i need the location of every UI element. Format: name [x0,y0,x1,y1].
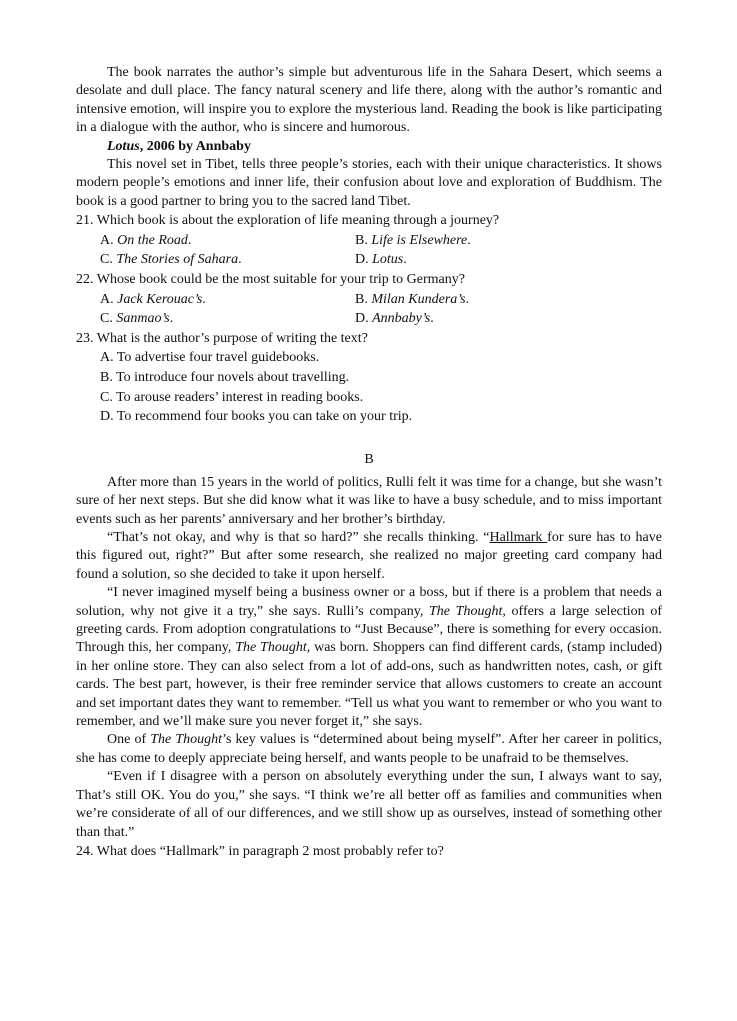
sahara-paragraph: The book narrates the author’s simple but adventurous life in the Sahara Desert, which seems a desolate and dull place. The fancy natural scenery and life there, along with the author’s romantic and intensive emotion, will inspire you to explore the mysterious land. Reading the book is like participating in a dialogue with the author, who is sincere and humorous. [76,65,662,136]
question-21-stem: 21. Which book is about the exploration of life meaning through a journey? [76,213,500,229]
question-21-options [76,231,662,270]
q23-option-c: C. To arouse readers’ interest in reading books. [100,389,364,405]
q23-option-a: A. To advertise four travel guidebooks. [100,350,320,366]
q22-option-a: A. Jack Kerouac’s. [100,291,206,307]
lotus-title: Lotus [107,138,140,154]
company-name: The Thought [429,603,503,619]
q21-option-b: B. Life is Elsewhere. [355,232,471,248]
q21-option-c: C. The Stories of Sahara. [100,252,242,268]
q22-option-b: B. Milan Kundera’s. [355,291,470,307]
q23-option-d: D. To recommend four books you can take on your trip. [100,409,413,425]
lotus-paragraph: This novel set in Tibet, tells three people’s stories, each with their unique characteristics. It shows modern people’s emotions and inner life, their confusion about love and exploration of Buddhism. The book is a good partner to bring you to the sacred land Tibet. [76,157,662,209]
q21-option-d: D. Lotus. [355,252,407,268]
passage-b-paragraph-1: After more than 15 years in the world of politics, Rulli felt it was time for a change, but she wasn’t sure of her next steps. But she did know what it was like to have a busy schedule, and to miss important events such as her parents’ anniversary and her brother’s birthday. [76,474,662,527]
q22-option-d: D. Annbaby’s. [355,311,434,327]
q23-option-b: B. To introduce four novels about travelling. [100,370,350,385]
passage-b-paragraph-5: “Even if I disagree with a person on absolutely everything under the sun, I always want to say, That’s still OK. You do you,” she says. “I think we’re all better off as families and communities when we’re considerate of all of our differences, and we still show up as ourselves, instead of something other than that.” [76,769,662,840]
lotus-heading-rest: , 2006 by Annbaby [139,138,251,154]
question-23-stem: 23. What is the author’s purpose of writing the text? [76,330,368,346]
lotus-heading [76,138,662,156]
q21-option-a: A. On the Road. [100,232,192,248]
passage-b-paragraph-2: “That’s not okay, and why is that so hard?” she recalls thinking. “Hallmark for sure has to have this figured out, right?” But after some research, she realized no major greeting card company had found a solution, so she decided to take it upon herself. [76,530,662,582]
document-page [76,64,662,862]
question-22-stem: 22. Whose book could be the most suitable for your trip to Germany? [76,272,465,288]
hallmark-underlined: Hallmark [489,530,548,545]
section-b-label: B [364,451,374,467]
passage-b-paragraph-3: “I never imagined myself being a business owner or a boss, but if there is a problem that needs a solution, why not give it a try,” she says. Rulli’s company, The Thought, offers a large selection of greeting cards. From adoption congratulations to “Just Because”, there is something for every occasion. Through this, her company, The Thought, was born. Shoppers can find different cards, (stamp included) in her online store. They can also select from a lot of add-ons, such as handwritten notes, cash, or gift cards. The best part, however, is their free reminder service that allows customers to create an account and set important dates they want to remember. “Tell us what you want to remember or who you want to remember, and we’ll make sure you never forget it,” she says. [76,585,662,730]
q22-option-c: C. Sanmao’s. [100,311,174,327]
company-name: The Thought [235,640,307,656]
question-24-stem: 24. What does “Hallmark” in paragraph 2 most probably refer to? [76,843,444,859]
company-name: The Thought [150,732,223,748]
passage-b-paragraph-4: One of The Thought’s key values is “determined about being myself”. After her career in politics, she has come to deeply appreciate being herself, and wants people to be unafraid to be themselves. [76,732,662,766]
question-22-options [76,290,662,329]
